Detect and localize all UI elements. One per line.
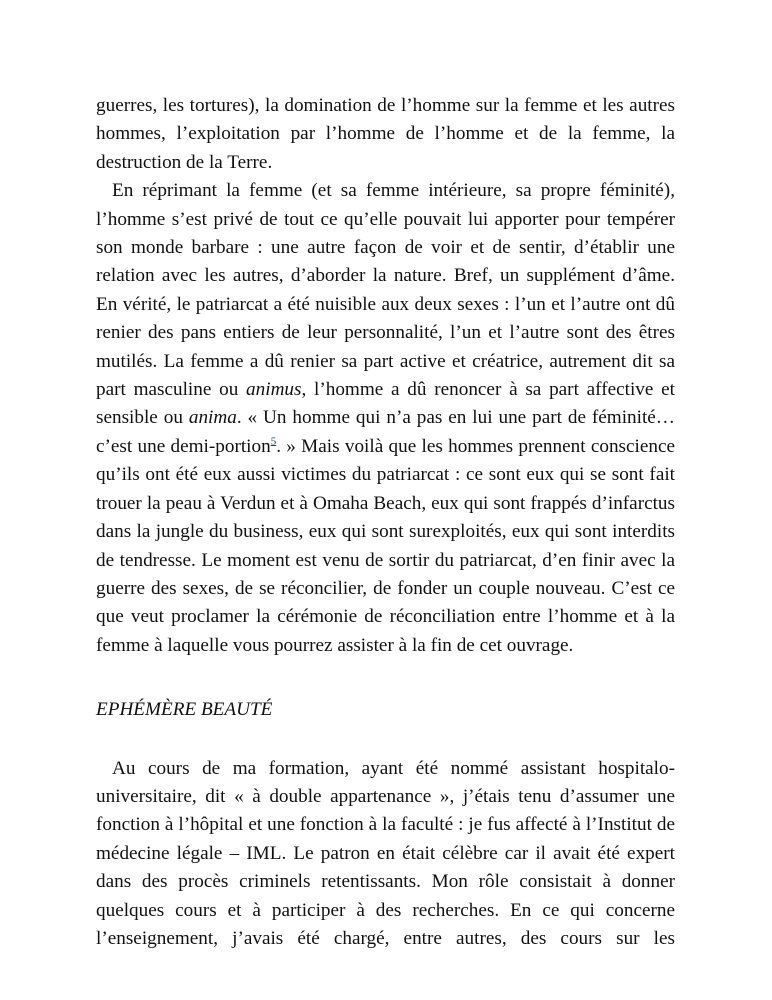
text-fragment: . « Un homme qui n’a pas en lui une part de féminité… c’est une demi-portion	[96, 407, 675, 457]
italic-term: anima	[188, 407, 237, 429]
text-fragment: , l’homme a dû renoncer à sa part affective et sensible ou	[96, 379, 675, 429]
paragraph-ephemere-beaute: Au cours de ma formation, ayant été nommé assistant hospitalo-universitaire, dit « à double appartenance », j’étais tenu d’assumer une fonction à l’hôpital et une fonction à la faculté : je fus affecté à l’Institut de médecine légale – IML. Le patron en était célèbre car il avait été expert dans des procès criminels retentissants. Mon rôle consistait à donner quelques cours et à participer à des recherches. En ce qui concerne l’enseignement, j’avais été chargé, entre autres, des cours sur les	[96, 757, 675, 949]
paragraph-patriarcat	[96, 177, 675, 660]
italic-term: animus	[246, 379, 302, 401]
footnote-reference-link[interactable]: 5	[270, 435, 277, 448]
paragraph-continuation	[96, 92, 675, 177]
text-fragment: guerres, les tortures), la domination de l’homme sur la femme et les autres hommes, l’exploitation par l’homme de l’homme et de la femme, la destruction de la Terre.	[96, 95, 675, 173]
section-title: EPHÉMÈRE BEAUTÉ	[96, 699, 273, 721]
text-fragment: . » Mais voilà que les hommes prennent conscience qu’ils ont été eux aussi victimes du patriarcat : ce sont eux qui se sont fait trouer la peau à Verdun et à Omaha Beach, eux qui sont frappés d’infarctus dans la jungle du business, eux qui sont surexploités, eux qui sont interdits de tendresse. Le moment est venu de sortir du patriarcat, d’en finir avec la guerre des sexes, de se réconcilier, de fonder un couple nouveau. C’est ce que veut proclamer la cérémonie de réconciliation entre l’homme et à la femme à laquelle vous pourrez assister à la fin de cet ouvrage.	[96, 435, 675, 656]
document-page	[96, 92, 675, 953]
text-fragment: En réprimant la femme (et sa femme intérieure, sa propre féminité), l’homme s’est privé de tout ce qu’elle pouvait lui apporter pour tempérer son monde barbare : une autre façon de voir et de sentir, d’établir une relation avec les autres, d’aborder la nature. Bref, un supplément d’âme. En vérité, le patriarcat a été nuisible aux deux sexes : l’un et l’autre ont dû renier des pans entiers de leur personnalité, l’un et l’autre sont des êtres mutilés. La femme a dû renier sa part active et créatrice, autrement dit sa part masculine ou	[96, 180, 675, 401]
